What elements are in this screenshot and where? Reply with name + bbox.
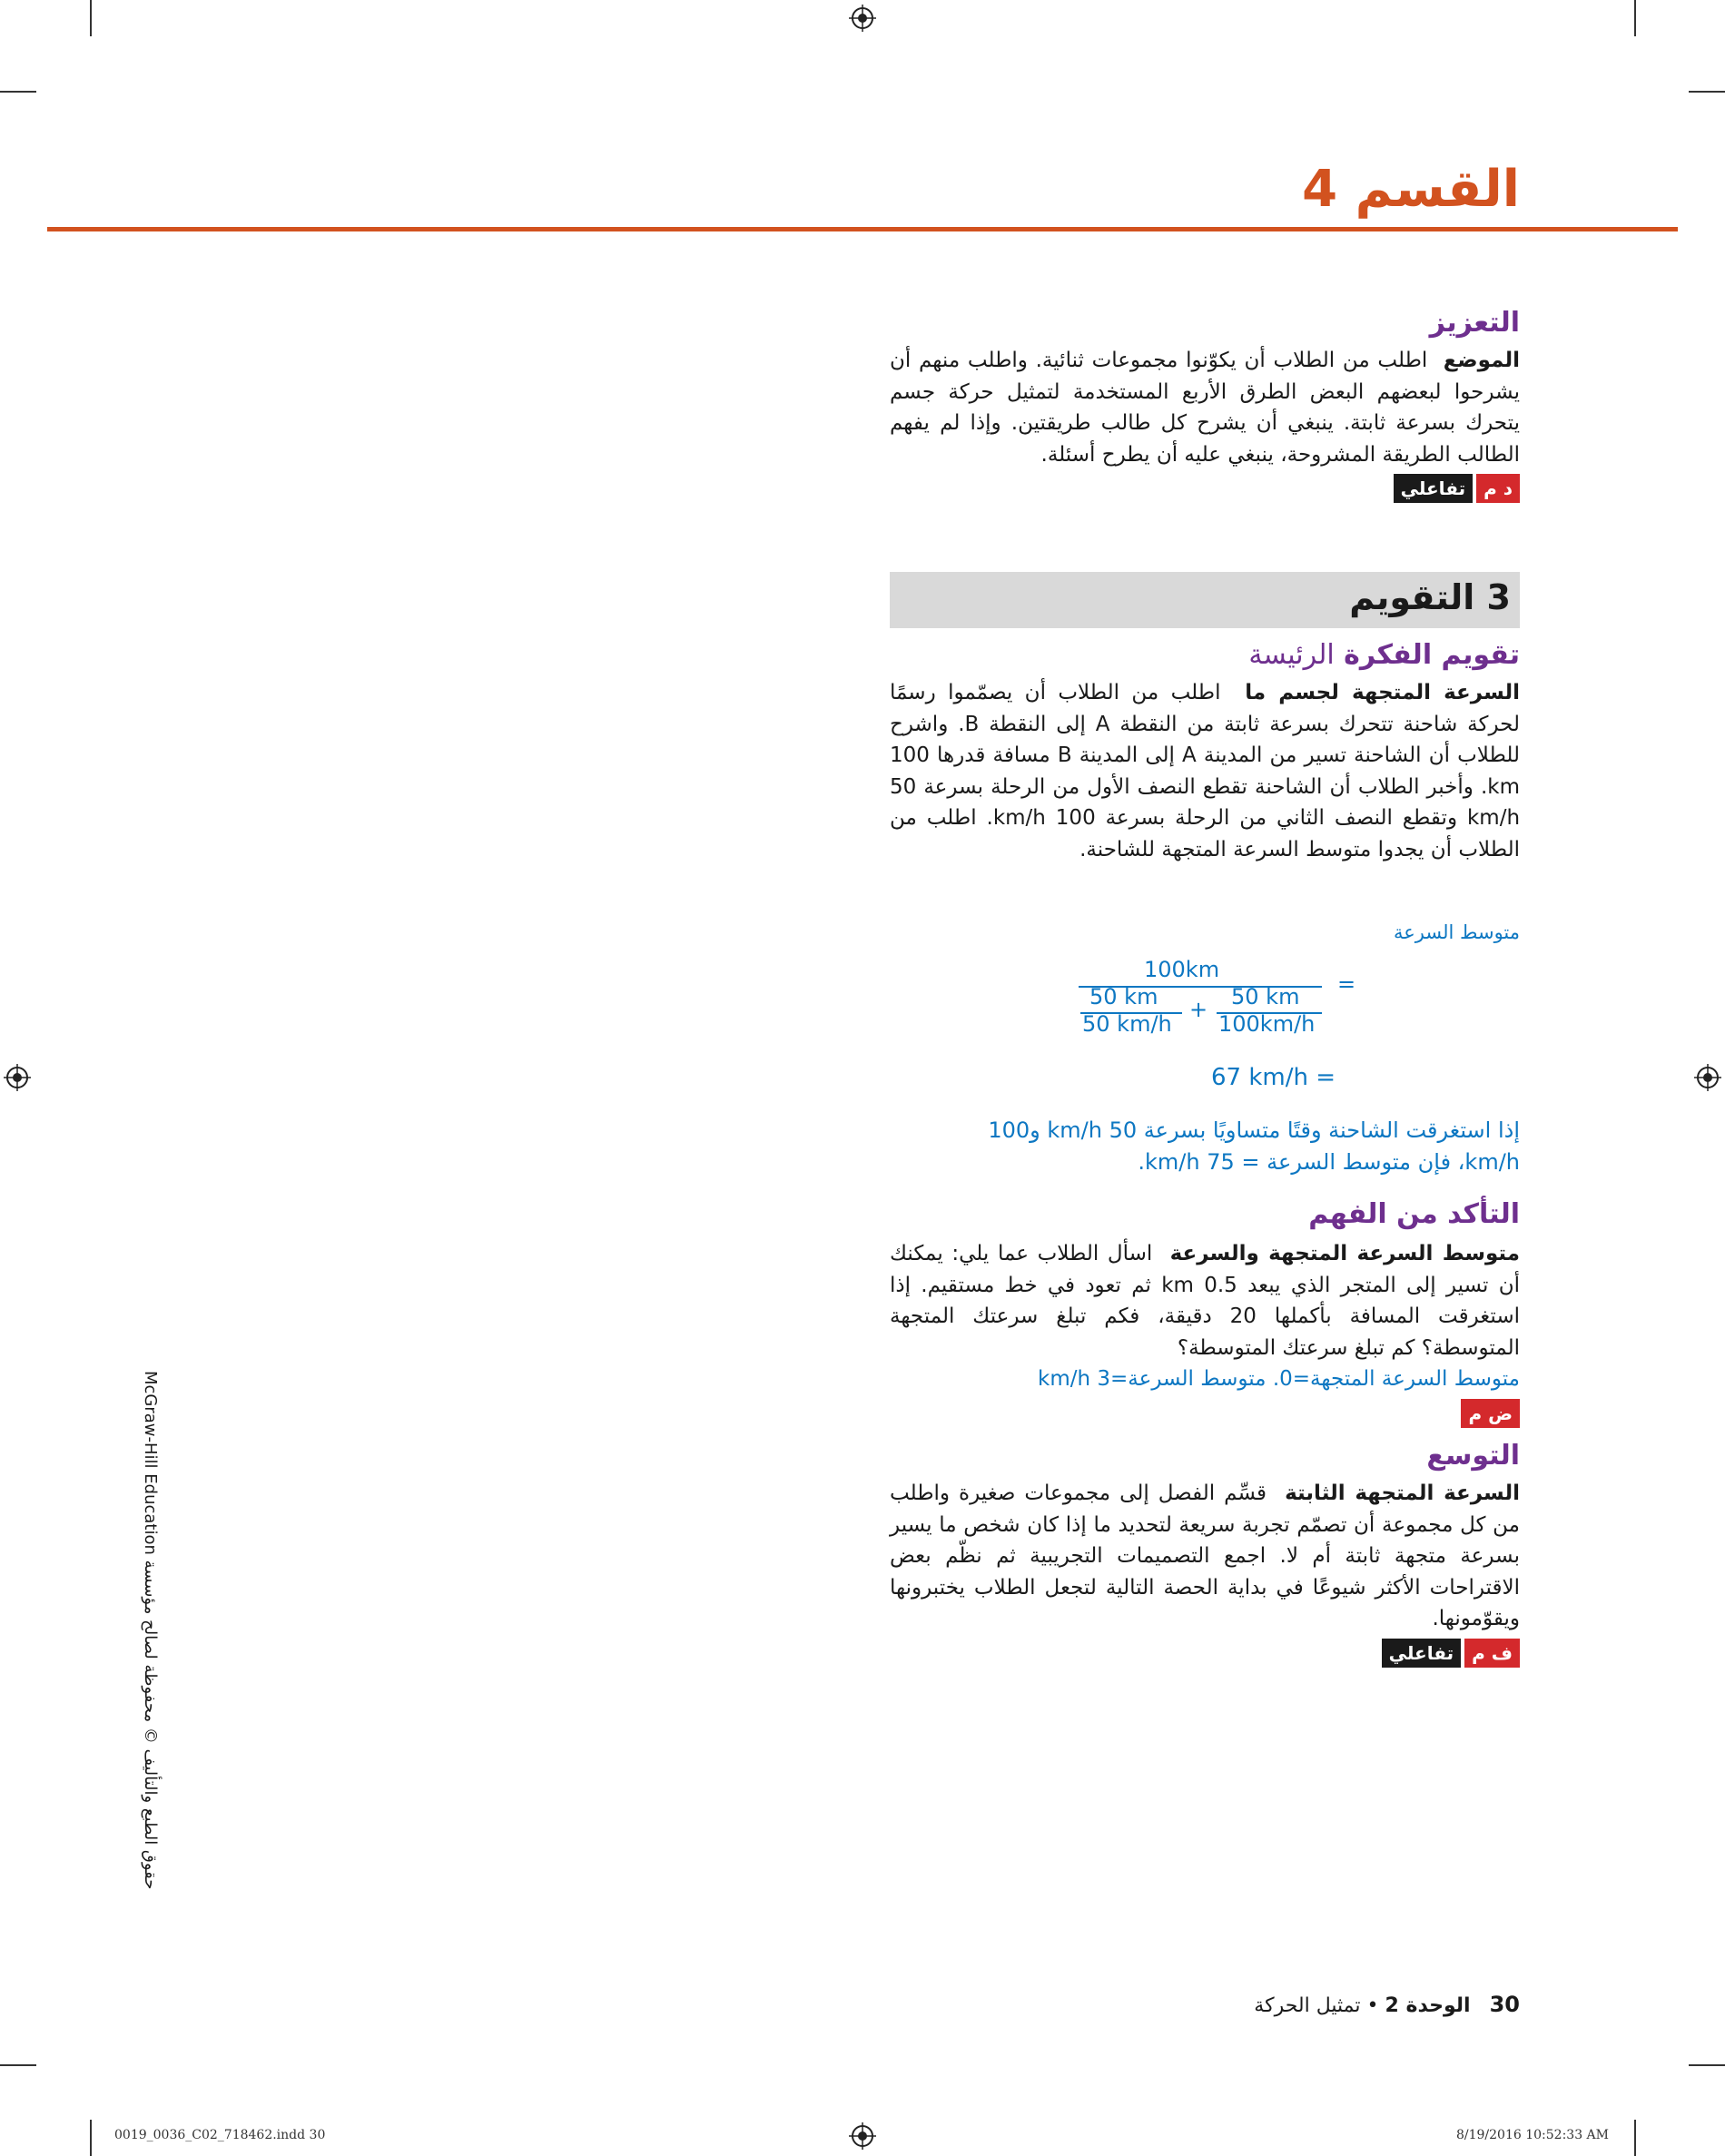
- crop-mark: [90, 0, 92, 36]
- reinforce-block: [890, 305, 1520, 503]
- crop-mark: [0, 2064, 36, 2066]
- check-block: [890, 1196, 1520, 1428]
- page-footer: [1254, 1992, 1520, 2017]
- footer-unit: الوحدة 2: [1385, 1994, 1471, 2017]
- evaluate-text: اطلب من الطلاب أن يصمّموا رسمًا لحركة شاحنة تتحرك بسرعة ثابتة من النقطة A إلى النقطة B. واشرح للطلاب أن الشاحنة تسير من المدينة A إلى المدينة B مسافة قدرها 100 km. وأخبر الطلاب أن الشاحنة تقطع النصف الأول من الرحلة بسرعة 50 km/h وتقطع النصف الثاني من الرحلة بسرعة 100 km/h. اطلب من الطلاب أن يجدوا متوسط السرعة المتجهة للشاحنة.: [890, 681, 1521, 861]
- page-number: 30: [1489, 1992, 1520, 2017]
- reinforce-body: [890, 345, 1520, 470]
- extend-heading: التوسع: [1426, 1440, 1520, 1472]
- crop-mark: [1634, 2120, 1636, 2156]
- extend-body: [890, 1478, 1520, 1635]
- extend-text: قسِّم الفصل إلى مجموعات صغيرة واطلب من كل مجموعة أن تصمّم تجربة سريعة لتحديد ما إذا كان شخص ما يسير بسرعة متجهة ثابتة أم لا. اجمع التصميمات التجريبية ثم نظّم بعض الاقتراحات الأكثر شيوعًا في بداية الحصة التالية لتجعل الطلاب يختبرونها ويقوّمونها.: [890, 1482, 1520, 1630]
- extend-block: [890, 1438, 1520, 1668]
- evaluate-subheading: [890, 637, 1520, 674]
- evaluate-body: [890, 677, 1520, 865]
- fraction2-denominator: 100km/h: [1218, 1011, 1316, 1037]
- formula-plus: +: [1189, 997, 1208, 1022]
- type-badge: تفاعلي: [1382, 1639, 1461, 1668]
- evaluate-bar: [890, 572, 1520, 628]
- reinforce-label: الموضع: [1443, 349, 1520, 372]
- crop-mark: [0, 91, 36, 93]
- reinforce-heading: التعزيز: [1429, 307, 1520, 339]
- evaluate-note-line2: km/h، فإن متوسط السرعة = 75 km/h.: [1138, 1148, 1520, 1175]
- check-answer: متوسط السرعة المتجهة=0. متوسط السرعة=3 km/h: [1038, 1367, 1520, 1391]
- evaluate-note: [890, 1115, 1520, 1177]
- extend-badges: [890, 1639, 1520, 1668]
- section-divider: [47, 227, 1678, 231]
- check-text: اسأل الطلاب عما يلي: يمكنك أن تسير إلى المتجر الذي يبعد 0.5 km ثم تعود في خط مستقيم. إذا استغرقت المسافة بأكملها 20 دقيقة، فكم تبلغ سرعتك المتجهة المتوسطة؟ كم تبلغ سرعتك المتوسطة؟: [890, 1242, 1521, 1360]
- check-heading: التأكد من الفهم: [1308, 1198, 1520, 1230]
- evaluate-title: 3 التقويم: [1349, 577, 1511, 617]
- check-label: متوسط السرعة المتجهة والسرعة: [1169, 1242, 1521, 1265]
- footer-title: تمثيل الحركة: [1254, 1994, 1361, 2017]
- evaluate-subheading-bold: تقويم الفكرة: [1344, 639, 1520, 671]
- level-badge: ض م: [1461, 1399, 1520, 1428]
- level-badge: د م: [1476, 474, 1520, 503]
- formula-numerator: 100km: [1144, 957, 1220, 982]
- fraction1-numerator: 50 km: [1089, 984, 1158, 1009]
- slug-file: 0019_0036_C02_718462.indd 30: [114, 2128, 326, 2142]
- crop-mark: [1634, 0, 1636, 36]
- registration-mark-icon: [849, 5, 876, 32]
- check-badges: [890, 1399, 1520, 1428]
- level-badge: ف م: [1464, 1639, 1520, 1668]
- formula-label: متوسط السرعة: [1394, 921, 1520, 943]
- footer-separator: •: [1366, 1994, 1379, 2017]
- slug-date: 8/19/2016 10:52:33 AM: [1455, 2128, 1609, 2142]
- extend-label: السرعة المتجهة الثابتة: [1285, 1482, 1520, 1505]
- evaluate-note-line1: إذا استغرقت الشاحنة وقتًا متساويًا بسرعة 50 km/h و100: [988, 1117, 1520, 1143]
- formula-equals: =: [1337, 971, 1356, 997]
- evaluate-subheading-light: الرئيسة: [1248, 639, 1335, 671]
- registration-mark-icon: [1694, 1064, 1721, 1091]
- copyright-notice: حقوق الطبع والتأليف © محفوظة لصالح مؤسسة McGraw-Hill Education: [141, 1371, 160, 1890]
- formula-result: 67 km/h =: [1211, 1064, 1336, 1091]
- registration-mark-icon: [4, 1064, 31, 1091]
- section-title: القسم 4: [1302, 160, 1520, 219]
- evaluate-label: السرعة المتجهة لجسم ما: [1245, 681, 1520, 704]
- evaluate-block: [890, 637, 1520, 865]
- check-body: [890, 1238, 1520, 1363]
- crop-mark: [1689, 2064, 1725, 2066]
- fraction2-numerator: 50 km: [1231, 984, 1300, 1009]
- fraction1-denominator: 50 km/h: [1082, 1011, 1172, 1037]
- crop-mark: [1689, 91, 1725, 93]
- type-badge: تفاعلي: [1394, 474, 1473, 503]
- registration-mark-icon: [849, 2122, 876, 2150]
- reinforce-badges: [890, 474, 1520, 503]
- reinforce-text: اطلب من الطلاب أن يكوّنوا مجموعات ثنائية. واطلب منهم أن يشرحوا لبعضهم البعض الطرق الأربع المستخدمة لتمثيل حركة جسم يتحرك بسرعة ثابتة. ينبغي أن يشرح كل طالب طريقتين. وإذا لم يفهم الطالب الطريقة المشروحة، ينبغي عليه أن يطرح أسئلة.: [890, 349, 1520, 467]
- crop-mark: [90, 2120, 92, 2156]
